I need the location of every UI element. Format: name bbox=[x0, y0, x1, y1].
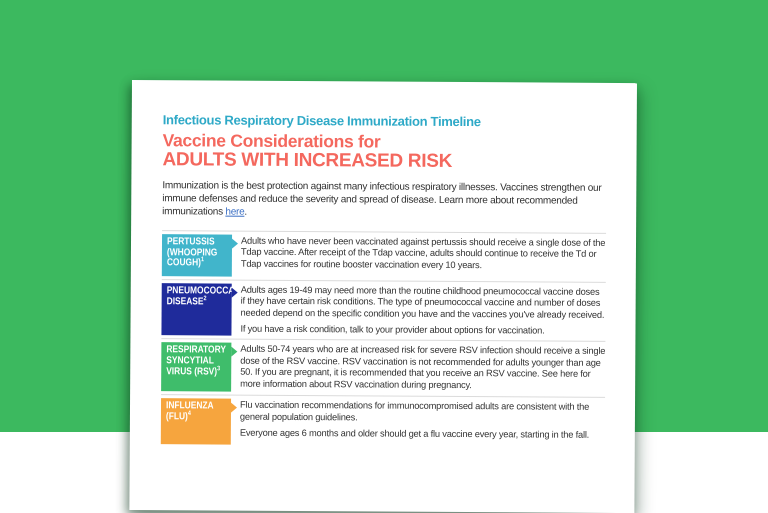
page-title bbox=[162, 131, 606, 171]
label-line: (FLU)$^4$ bbox=[165, 409, 191, 423]
intro-text-before-link: Immunization is the best protection against many infectious respiratory illnesses. Vaccines strengthen our immune defenses and reduce the severity and spread of disease. Learn more about recommended immunizations bbox=[162, 179, 602, 218]
influenza-label-box bbox=[161, 398, 231, 444]
label-line: COUGH)$^1$ bbox=[166, 256, 205, 269]
intro-text-after-link: . bbox=[244, 207, 247, 219]
page-title-line1: Vaccine Considerations for bbox=[162, 130, 381, 152]
label-line: PERTUSSIS bbox=[166, 235, 215, 248]
footnote-superscript: 4 bbox=[187, 409, 191, 417]
footnote-superscript: 1 bbox=[200, 256, 205, 264]
description-paragraph: Adults ages 19-49 may need more than the routine childhood pneumococcal vaccine doses if they have certain risk conditions. The type of pneumococcal vaccine and number of doses needed depend on the specific condition you have and the vaccines you've already received. bbox=[240, 284, 605, 321]
pertussis-label-box bbox=[162, 234, 232, 276]
label-line: RESPIRATORY bbox=[166, 344, 226, 356]
label-line: (WHOOPING bbox=[166, 246, 218, 259]
rsv-description bbox=[240, 343, 605, 394]
page-title-line2: ADULTS WITH INCREASED RISK bbox=[162, 148, 453, 172]
table-row-influenza bbox=[161, 395, 605, 450]
table-row-pertussis bbox=[162, 231, 606, 283]
label-pointer-icon bbox=[232, 287, 238, 297]
footnote-superscript: 3 bbox=[217, 364, 221, 372]
influenza-description bbox=[240, 399, 605, 447]
table-row-pneumococcal bbox=[161, 280, 605, 342]
document-content bbox=[130, 80, 637, 450]
pneumococcal-label-box bbox=[161, 283, 240, 336]
footnote-superscript: 2 bbox=[203, 294, 207, 302]
label-line: VIRUS (RSV)$^3$ bbox=[166, 364, 221, 378]
label-line: PNEUMOCOCCAL bbox=[166, 284, 240, 297]
label-pointer-icon bbox=[231, 347, 237, 357]
label-line: SYNCYTIAL bbox=[166, 355, 214, 367]
eyebrow-title: Infectious Respiratory Disease Immunization Timeline bbox=[162, 112, 481, 130]
intro-paragraph bbox=[162, 179, 606, 222]
document-page bbox=[129, 80, 637, 513]
pertussis-description bbox=[241, 234, 606, 278]
description-paragraph: Adults who have never been vaccinated against pertussis should receive a single dose of the Tdap vaccine. After receipt of the Tdap vaccine, adults should continue to receive the Td or Tdap vaccines for routine booster vaccination every 10 years. bbox=[240, 235, 606, 271]
here-link[interactable]: here bbox=[225, 206, 245, 219]
label-pointer-icon bbox=[232, 238, 238, 248]
description-paragraph: Everyone ages 6 months and older should get a flu vaccine every year, starting in the fall. bbox=[239, 427, 590, 440]
pneumococcal-description bbox=[240, 283, 605, 338]
description-paragraph: If you have a risk condition, talk to your provider about options for vaccination. bbox=[240, 323, 545, 336]
label-line: DISEASE$^2$ bbox=[166, 294, 207, 307]
label-pointer-icon bbox=[231, 403, 237, 413]
table-row-rsv bbox=[161, 339, 605, 398]
vaccine-table bbox=[161, 230, 606, 450]
rsv-label-box bbox=[161, 342, 231, 391]
label-line: INFLUENZA bbox=[165, 400, 214, 412]
description-paragraph: Adults 50-74 years who are at increased risk for severe RSV infection should receive a single dose of the RSV vaccine. RSV vaccination is not recommended for adults younger than age 50. If you are pregnant, it is recommended that you receive an RSV vaccine. See here for more information about RSV vaccination during pregnancy. bbox=[240, 343, 606, 391]
description-paragraph: Flu vaccination recommendations for immunocompromised adults are consistent with the general population guidelines. bbox=[239, 399, 590, 423]
